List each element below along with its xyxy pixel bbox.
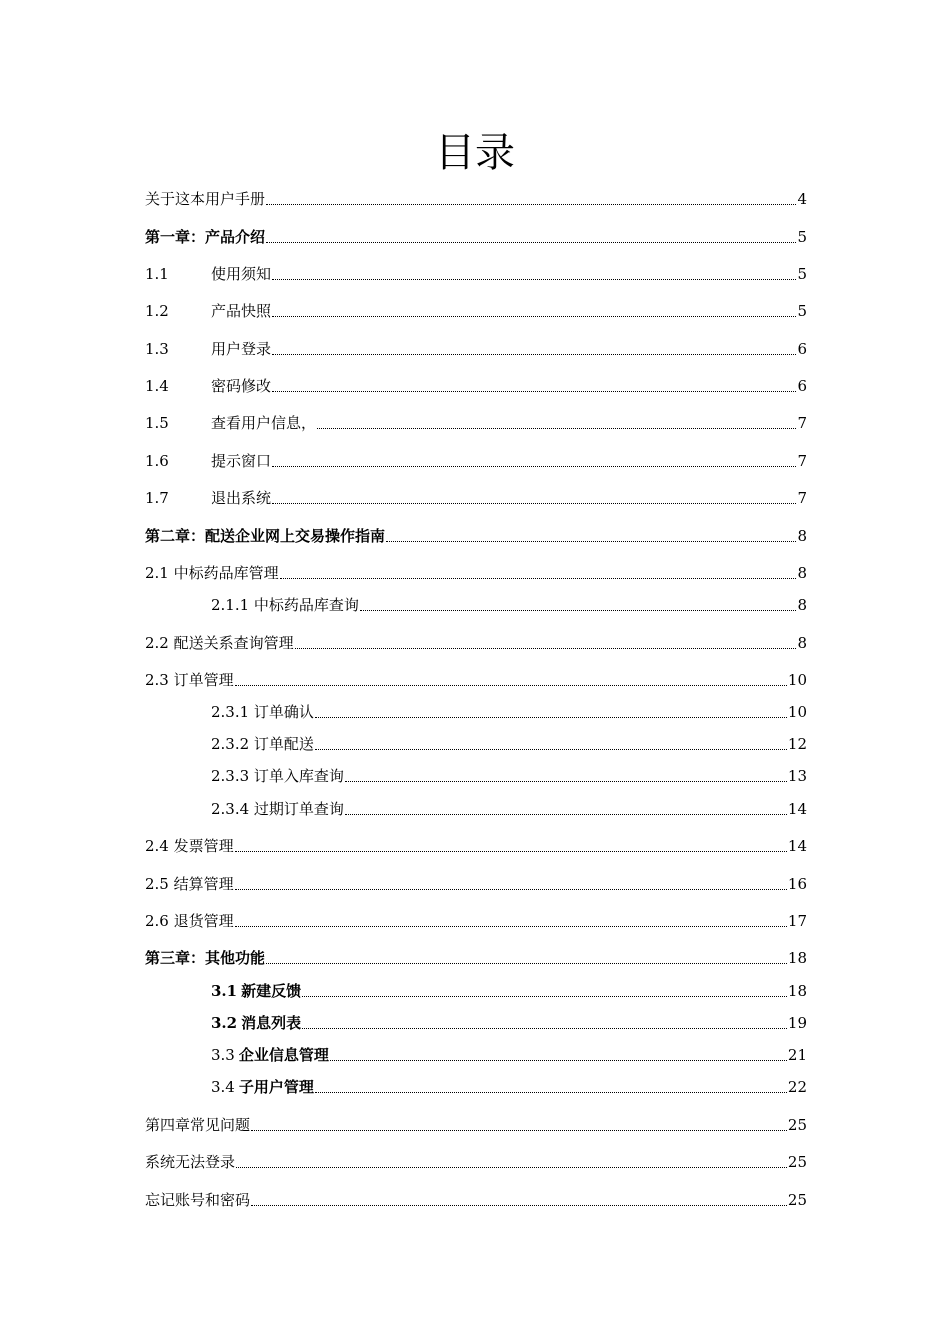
- toc-leader: [251, 1128, 787, 1131]
- toc-leader: [345, 812, 787, 815]
- toc-leader: [235, 887, 787, 890]
- toc-entry-label: 关于这本用户手册: [145, 190, 266, 208]
- toc-entry-number: 1.5: [145, 414, 169, 432]
- toc-page-number: 14: [787, 837, 807, 855]
- toc-entry-label: 2.1.1 中标药品库查询: [211, 596, 359, 614]
- toc-entry-number: 1.7: [145, 489, 169, 507]
- toc-leader: [330, 1058, 787, 1061]
- toc-entry-2-3-1[interactable]: [211, 701, 807, 723]
- toc-page-number: 8: [797, 527, 807, 545]
- toc-entry-label: 用户登录: [211, 340, 272, 358]
- toc-page-number: 25: [787, 1191, 807, 1209]
- toc-entry-3-2[interactable]: [211, 1012, 807, 1034]
- toc-entry-1-4[interactable]: [145, 375, 807, 397]
- toc-leader: [315, 1090, 787, 1093]
- toc-page-number: 17: [787, 912, 807, 930]
- toc-entry-number: 1.1: [145, 265, 169, 283]
- toc-page-number: 14: [787, 800, 807, 818]
- toc-page-number: 7: [797, 452, 807, 470]
- toc-entry-label: 提示窗口: [211, 452, 272, 470]
- toc-entry-label: 新建反馈: [241, 982, 302, 1000]
- toc-entry-label: 使用须知: [211, 265, 272, 283]
- toc-entry-2-3-2[interactable]: [211, 733, 807, 755]
- toc-page-number: 5: [797, 265, 807, 283]
- toc-page-number: 6: [797, 377, 807, 395]
- toc-leader: [236, 1165, 787, 1168]
- toc-entry-about-manual[interactable]: [145, 188, 807, 210]
- toc-entry-label: 2.3.3 订单入库查询: [211, 767, 344, 785]
- toc-entry-number: 1.6: [145, 452, 169, 470]
- toc-entry-1-7[interactable]: [145, 487, 807, 509]
- toc-entry-2-2[interactable]: [145, 632, 807, 654]
- toc-leader: [251, 1203, 787, 1206]
- toc-page-number: 12: [787, 735, 807, 753]
- toc-entry-number: 1.3: [145, 340, 169, 358]
- toc-entry-2-1[interactable]: [145, 562, 807, 584]
- toc-page-number: 7: [797, 414, 807, 432]
- toc-page-number: 6: [797, 340, 807, 358]
- toc-leader: [266, 961, 787, 964]
- toc-leader: [272, 277, 796, 280]
- toc-leader: [302, 994, 787, 997]
- toc-page-number: 10: [787, 671, 807, 689]
- toc-page-number: 19: [787, 1014, 807, 1032]
- toc-entry-label: 产品快照: [211, 302, 272, 320]
- toc-leader: [386, 539, 796, 542]
- toc-entry-2-3[interactable]: [145, 669, 807, 691]
- toc-page-number: 10: [787, 703, 807, 721]
- toc-page-number: 21: [787, 1046, 807, 1064]
- toc-page-number: 7: [797, 489, 807, 507]
- toc-leader: [272, 352, 796, 355]
- toc-entry-3-3[interactable]: [211, 1044, 807, 1066]
- toc-leader: [235, 683, 787, 686]
- toc-page-number: 8: [797, 564, 807, 582]
- toc-entry-label: 子用户管理: [238, 1078, 314, 1096]
- toc-entry-number: 1.4: [145, 377, 169, 395]
- toc-page-number: 5: [797, 228, 807, 246]
- toc-entry-chapter-2[interactable]: [145, 525, 807, 547]
- toc-entry-label: 2.3.1 订单确认: [211, 703, 314, 721]
- toc-entry-label: 2.2 配送关系查询管理: [145, 634, 294, 652]
- toc-page-number: 5: [797, 302, 807, 320]
- toc-entry-label: 查看用户信息，: [211, 414, 317, 432]
- toc-entry-label: 2.3.4 过期订单查询: [211, 800, 344, 818]
- toc-page-number: 18: [787, 982, 807, 1000]
- toc-leader: [272, 501, 796, 504]
- toc-entry-2-3-3[interactable]: [211, 765, 807, 787]
- toc-entry-label: 密码修改: [211, 377, 272, 395]
- toc-leader: [272, 389, 796, 392]
- toc-entry-label: 第一章：产品介绍: [145, 228, 266, 246]
- toc-entry-label: 第四章常见问题: [145, 1116, 251, 1134]
- toc-entry-label: 2.1 中标药品库管理: [145, 564, 279, 582]
- toc-entry-label: 退出系统: [211, 489, 272, 507]
- toc-entry-label: 2.3.2 订单配送: [211, 735, 314, 753]
- toc-entry-1-5[interactable]: [145, 412, 807, 434]
- toc-entry-1-1[interactable]: [145, 263, 807, 285]
- toc-leader: [280, 576, 797, 579]
- toc-entry-login-failure[interactable]: [145, 1151, 807, 1173]
- toc-entry-2-1-1[interactable]: [211, 594, 807, 616]
- toc-leader: [272, 464, 796, 467]
- toc-entry-3-1[interactable]: [211, 980, 807, 1002]
- toc-leader: [315, 747, 787, 750]
- toc-entry-label: 忘记账号和密码: [145, 1191, 251, 1209]
- toc-page-number: 18: [787, 949, 807, 967]
- toc-leader: [315, 715, 787, 718]
- toc-leader: [302, 1026, 787, 1029]
- toc-entry-label: 2.3 订单管理: [145, 671, 234, 689]
- toc-leader: [345, 779, 787, 782]
- toc-page-number: 8: [797, 596, 807, 614]
- toc-page-number: 8: [797, 634, 807, 652]
- toc-entry-label: 2.5 结算管理: [145, 875, 234, 893]
- toc-entry-label: 企业信息管理: [238, 1046, 329, 1064]
- toc-entry-label: 第二章：配送企业网上交易操作指南: [145, 527, 386, 545]
- toc-entry-label: 2.6 退货管理: [145, 912, 234, 930]
- toc-page-number: 4: [797, 190, 807, 208]
- toc-leader: [272, 314, 796, 317]
- toc-page-number: 25: [787, 1153, 807, 1171]
- toc-leader: [295, 646, 797, 649]
- toc-page-number: 22: [787, 1078, 807, 1096]
- toc-entry-number: 3.4: [211, 1078, 235, 1096]
- toc-entry-chapter-1[interactable]: [145, 226, 807, 248]
- toc-page-number: 25: [787, 1116, 807, 1134]
- toc-entry-number: 3.2: [211, 1014, 238, 1032]
- toc-page-number: 16: [787, 875, 807, 893]
- toc-entry-number: 3.3: [211, 1046, 235, 1064]
- toc-entry-1-2[interactable]: [145, 300, 807, 322]
- toc-leader: [266, 240, 796, 243]
- toc-entry-2-6[interactable]: [145, 910, 807, 932]
- toc-entry-number: 3.1: [211, 982, 238, 1000]
- toc-entry-label: 第三章：其他功能: [145, 949, 266, 967]
- toc-entry-2-5[interactable]: [145, 873, 807, 895]
- toc-entry-2-4[interactable]: [145, 835, 807, 857]
- toc-leader: [317, 426, 796, 429]
- toc-entry-1-6[interactable]: [145, 450, 807, 472]
- toc-page-number: 13: [787, 767, 807, 785]
- toc-entry-label: 2.4 发票管理: [145, 837, 234, 855]
- toc-entry-2-3-4[interactable]: [211, 798, 807, 820]
- toc-leader: [235, 924, 787, 927]
- toc-entry-forgot-password[interactable]: [145, 1189, 807, 1211]
- toc-entry-number: 1.2: [145, 302, 169, 320]
- toc-entry-1-3[interactable]: [145, 338, 807, 360]
- toc-entry-label: 系统无法登录: [145, 1153, 236, 1171]
- toc-title: 目录: [435, 130, 515, 176]
- toc-leader: [360, 608, 797, 611]
- toc-entry-3-4[interactable]: [211, 1076, 807, 1098]
- toc-leader: [235, 849, 787, 852]
- toc-leader: [266, 202, 796, 205]
- toc-entry-label: 消息列表: [241, 1014, 302, 1032]
- toc-entry-chapter-4[interactable]: [145, 1114, 807, 1136]
- toc-entry-chapter-3[interactable]: [145, 947, 807, 969]
